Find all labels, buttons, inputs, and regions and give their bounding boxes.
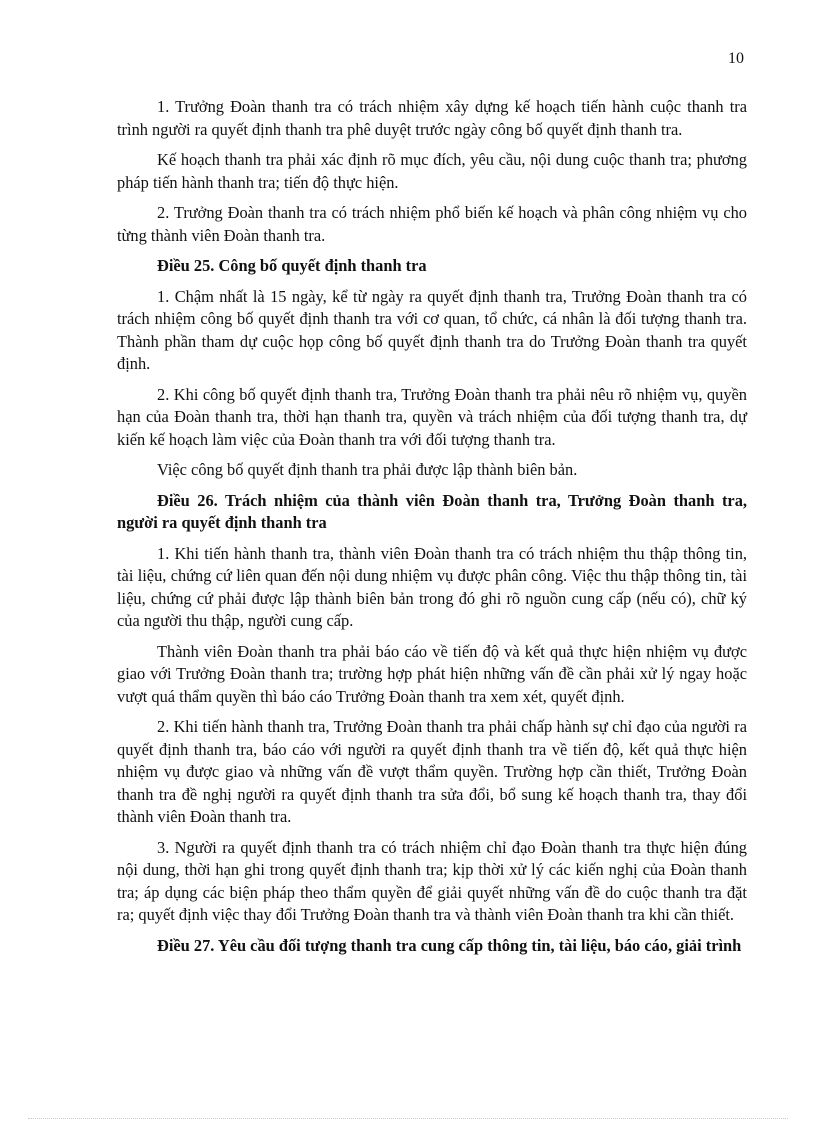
paragraph: Việc công bố quyết định thanh tra phải được lập thành biên bản. <box>157 460 578 479</box>
article-heading: Điều 26. Trách nhiệm của thành viên Đoàn thanh tra, Trưởng Đoàn thanh tra, người ra quyết định thanh tra <box>117 490 747 532</box>
paragraph: 2. Trưởng Đoàn thanh tra có trách nhiệm phổ biến kế hoạch và phân công nhiệm vụ cho từng thành viên Đoàn thanh tra. <box>117 203 747 245</box>
page-bottom-divider <box>28 1118 788 1119</box>
document-body <box>117 96 747 965</box>
paragraph: 1. Trưởng Đoàn thanh tra có trách nhiệm xây dựng kế hoạch tiến hành cuộc thanh tra trình người ra quyết định thanh tra phê duyệt trước ngày công bố quyết định thanh tra. <box>117 97 747 139</box>
article-heading: Điều 25. Công bố quyết định thanh tra <box>157 256 427 275</box>
article-heading: Điều 27. Yêu cầu đối tượng thanh tra cung cấp thông tin, tài liệu, báo cáo, giải trình <box>157 935 742 955</box>
paragraph: Thành viên Đoàn thanh tra phải báo cáo về tiến độ và kết quả thực hiện nhiệm vụ được giao với Trưởng Đoàn thanh tra; trường hợp phát hiện những vấn đề cần phải xử lý ngay hoặc vượt quá thẩm quyền thì báo cáo Trưởng Đoàn thanh tra xem xét, quyết định. <box>117 641 747 706</box>
page-number: 10 <box>728 50 744 67</box>
paragraph: 2. Khi công bố quyết định thanh tra, Trưởng Đoàn thanh tra phải nêu rõ nhiệm vụ, quyền hạn của Đoàn thanh tra, thời hạn thanh tra, quyền và trách nhiệm của đối tượng thanh tra, dự kiến kế hoạch làm việc của Đoàn thanh tra với đối tượng thanh tra. <box>117 384 747 449</box>
paragraph: 1. Chậm nhất là 15 ngày, kể từ ngày ra quyết định thanh tra, Trưởng Đoàn thanh tra có trách nhiệm công bố quyết định thanh tra với cơ quan, tổ chức, cá nhân là đối tượng thanh tra. Thành phần tham dự cuộc họp công bố quyết định thanh tra do Trưởng Đoàn thanh tra quyết định. <box>117 286 747 373</box>
paragraph: 3. Người ra quyết định thanh tra có trách nhiệm chỉ đạo Đoàn thanh tra thực hiện đúng nội dung, thời hạn ghi trong quyết định thanh tra; kịp thời xử lý các kiến nghị của Đoàn thanh tra; áp dụng các biện pháp theo thẩm quyền để giải quyết những vấn đề do cuộc thanh tra đặt ra; quyết định việc thay đổi Trưởng Đoàn thanh tra và thành viên Đoàn thanh tra khi cần thiết. <box>117 837 747 924</box>
paragraph: Kế hoạch thanh tra phải xác định rõ mục đích, yêu cầu, nội dung cuộc thanh tra; phương pháp tiến hành thanh tra; tiến độ thực hiện. <box>117 150 747 192</box>
paragraph: 1. Khi tiến hành thanh tra, thành viên Đoàn thanh tra có trách nhiệm thu thập thông tin, tài liệu, chứng cứ liên quan đến nội dung nhiệm vụ được phân công. Việc thu thập thông tin, tài liệu, chứng cứ phải được lập thành biên bản trong đó ghi rõ nguồn cung cấp (nếu có), chữ ký của người thu thập, người cung cấp. <box>117 543 747 630</box>
paragraph: 2. Khi tiến hành thanh tra, Trưởng Đoàn thanh tra phải chấp hành sự chỉ đạo của người ra quyết định thanh tra, báo cáo với người ra quyết định thanh tra về tiến độ, kết quả thực hiện nhiệm vụ được giao và những vấn đề vượt thẩm quyền. Trường hợp cần thiết, Trưởng Đoàn thanh tra đề nghị người ra quyết định thanh tra sửa đổi, bổ sung kế hoạch thanh tra, thay đổi thành viên Đoàn thanh tra. <box>117 717 747 826</box>
